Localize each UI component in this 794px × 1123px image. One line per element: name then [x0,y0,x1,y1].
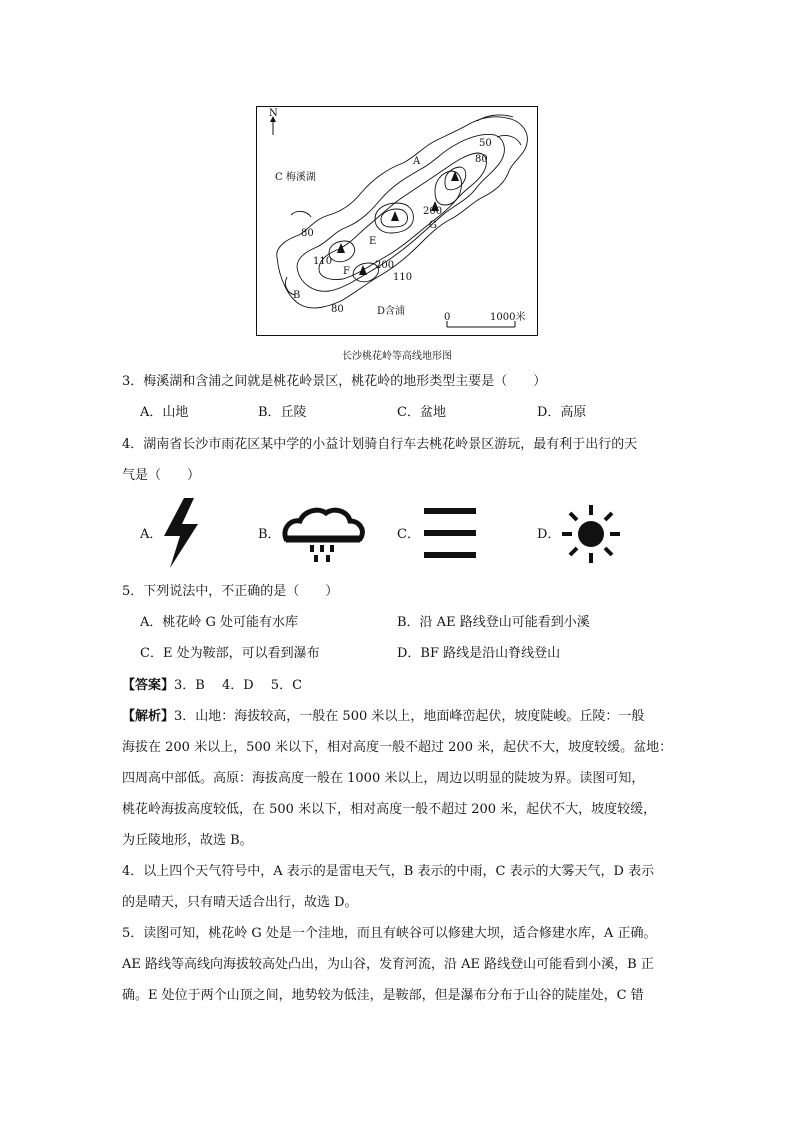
analysis-line-9: AE 路线等高线向海拔较高处凸出，为山谷，发育河流，沿 AE 路线登山可能看到小溪，B 正 [122,957,654,972]
analysis-line-8: 5．读图可知，桃花岭 G 处是一个洼地，而且有峡谷可以修建大坝，适合修建水库，A 正确。 [122,926,657,941]
contour-200-label: 200 [375,260,395,271]
point-g-label: G [429,220,437,231]
lake-label: C 梅溪湖 [275,172,316,183]
q5-option-b: B．沿 AE 路线登山可能看到小溪 [397,615,590,630]
contour-110-label: 110 [393,272,413,283]
scale-end-label: 1000米 [490,312,526,323]
contour-map [256,106,538,336]
q5-option-d: D．BF 路线是沿山脊线登山 [397,646,561,661]
contour-lines [257,107,539,337]
town-label: D含浦 [377,306,406,317]
contour-80-label: 80 [301,228,314,239]
analysis-line-3: 四周高中部低。高原：海拔高度一般在 1000 米以上，周边以明显的陡坡为界。读图可知， [122,771,645,786]
moderate-rain-icon [280,505,366,563]
heavy-fog-icon [424,507,476,559]
contour-110-label: 110 [313,256,333,267]
q4-option-a: A． [140,527,163,542]
contour-80-label: 80 [331,304,344,315]
q4-option-b: B． [258,527,281,542]
q5-option-a: A．桃花岭 G 处可能有水库 [140,615,299,630]
analysis-line-10: 确。E 处位于两个山顶之间，地势较为低洼，是鞍部，但是瀑布分布于山谷的陡崖处，C 错 [122,988,644,1003]
answer-text: 3．B 4．D 5．C [174,678,303,693]
analysis-line-7: 的是晴天，只有晴天适合出行，故选 D。 [122,895,358,910]
answer-tag: 【答案】 [122,678,175,693]
scale-zero-label: 0 [444,312,451,323]
q3-option-a: A．山地 [140,405,189,420]
q3-stem: 3．梅溪湖和含浦之间就是桃花岭景区，桃花岭的地形类型主要是（ ） [122,374,547,389]
sunny-icon [560,503,622,565]
point-b-label: B [293,290,301,301]
contour-50-label: 50 [479,138,492,149]
q4-option-c: C． [397,527,420,542]
q4-option-d: D． [537,527,561,542]
analysis-line-1 [122,709,644,724]
q3-option-d: D．高原 [537,405,587,420]
q5-option-c: C．E 处为鞍部，可以看到瀑布 [140,646,320,661]
point-a-label: A [413,156,421,167]
analysis-line-4: 桃花岭海拔高度较低，在 500 米以下，相对高度一般不超过 200 米，起伏不大，坡度较缓， [122,802,657,817]
map-caption: 长沙桃花岭等高线地形图 [342,351,452,362]
lightning-icon [160,496,202,570]
point-e-label: E [369,236,377,247]
north-label: N [269,108,278,119]
analysis-line-2: 海拔在 200 米以上，500 米以下，相对高度一般不超过 200 米，起伏不大，坡度较缓。盆地： [122,740,673,755]
point-f-label: F [343,266,350,277]
q5-stem: 5．下列说法中，不正确的是（ ） [122,584,339,599]
answer-line [122,678,302,693]
q4-stem-line2: 气是（ ） [122,468,201,483]
contour-80-label: 80 [475,154,488,165]
q3-option-c: C．盆地 [397,405,446,420]
q4-stem-line1: 4．湖南省长沙市雨花区某中学的小益计划骑自行车去桃花岭景区游玩，最有利于出行的天 [122,437,638,452]
analysis-line-6: 4．以上四个天气符号中，A 表示的是雷电天气，B 表示的中雨，C 表示的大雾天气，D 表示 [122,864,655,879]
q3-option-b: B．丘陵 [258,405,307,420]
analysis-text-1: 3．山地：海拔较高，一般在 500 米以上，地面峰峦起伏，坡度陡峻。丘陵：一般 [174,709,645,724]
contour-200-label: 200 [423,206,443,217]
analysis-line-5: 为丘陵地形，故选 B。 [122,833,253,848]
analysis-tag: 【解析】 [122,709,175,724]
